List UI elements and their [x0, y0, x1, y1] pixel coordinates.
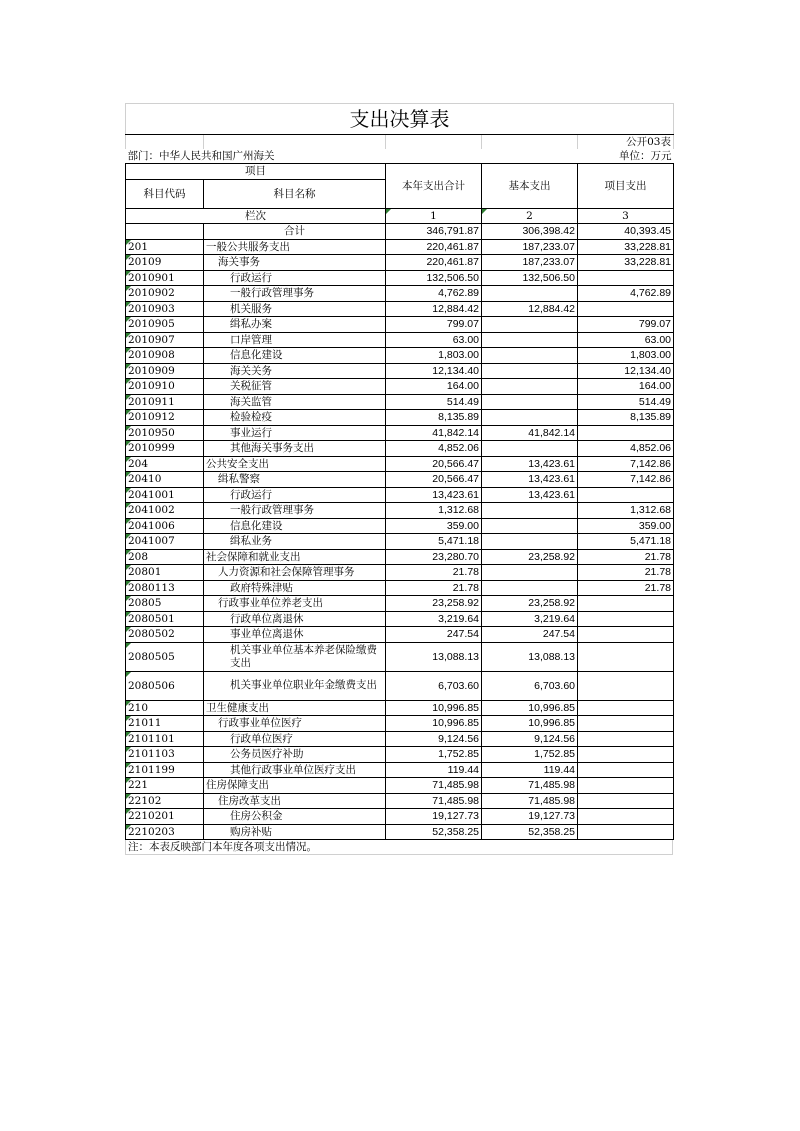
row-name: 住房公积金 [204, 809, 386, 825]
row-name: 信息化建设 [204, 518, 386, 534]
expenditure-sheet [125, 103, 673, 855]
row-total: 4,852.06 [386, 441, 482, 457]
row-project: 21.78 [578, 565, 674, 581]
table-row [126, 549, 674, 565]
table-row [126, 224, 674, 240]
row-basic: 52,358.25 [482, 824, 578, 840]
row-project [578, 824, 674, 840]
page-title: 支出决算表 [126, 104, 674, 135]
row-total: 6,703.60 [386, 671, 482, 700]
row-total: 5,471.18 [386, 534, 482, 550]
row-project [578, 793, 674, 809]
row-name: 行政单位医疗 [204, 731, 386, 747]
row-project: 5,471.18 [578, 534, 674, 550]
row-project [578, 596, 674, 612]
table-row [126, 596, 674, 612]
row-basic [482, 348, 578, 364]
table-row [126, 255, 674, 271]
row-name: 人力资源和社会保障管理事务 [204, 565, 386, 581]
row-code: 22102 [126, 793, 204, 809]
row-code: 2101199 [126, 762, 204, 778]
table-row [126, 332, 674, 348]
row-basic [482, 332, 578, 348]
table-row [126, 410, 674, 426]
row-code: 2010907 [126, 332, 204, 348]
row-project: 1,803.00 [578, 348, 674, 364]
row-basic: 6,703.60 [482, 671, 578, 700]
row-name: 住房保障支出 [204, 778, 386, 794]
table-row [126, 627, 674, 643]
row-code: 2010909 [126, 363, 204, 379]
header-total: 本年支出合计 [386, 164, 482, 209]
table-row [126, 778, 674, 794]
row-basic [482, 410, 578, 426]
row-project [578, 425, 674, 441]
row-project [578, 270, 674, 286]
row-total: 23,280.70 [386, 549, 482, 565]
table-row [126, 301, 674, 317]
row-code: 2010903 [126, 301, 204, 317]
row-total: 13,088.13 [386, 642, 482, 671]
row-total: 21.78 [386, 580, 482, 596]
table-row [126, 671, 674, 700]
row-basic [482, 394, 578, 410]
row-name: 行政事业单位医疗 [204, 716, 386, 732]
row-project [578, 487, 674, 503]
row-basic: 71,485.98 [482, 793, 578, 809]
blank-cell [482, 135, 578, 150]
table-row [126, 425, 674, 441]
row-total: 346,791.87 [386, 224, 482, 240]
table-row [126, 642, 674, 671]
row-total: 23,258.92 [386, 596, 482, 612]
row-project [578, 700, 674, 716]
row-project [578, 611, 674, 627]
row-total: 1,752.85 [386, 747, 482, 763]
row-total: 21.78 [386, 565, 482, 581]
table-row [126, 270, 674, 286]
blank-cell [386, 149, 482, 164]
row-total: 164.00 [386, 379, 482, 395]
row-name: 公务员医疗补助 [204, 747, 386, 763]
row-code: 2210203 [126, 824, 204, 840]
row-total: 71,485.98 [386, 778, 482, 794]
row-basic [482, 317, 578, 333]
row-name: 机关服务 [204, 301, 386, 317]
table-row [126, 348, 674, 364]
table-row [126, 809, 674, 825]
row-basic: 1,752.85 [482, 747, 578, 763]
row-code: 20805 [126, 596, 204, 612]
row-basic: 13,423.61 [482, 456, 578, 472]
row-project: 21.78 [578, 549, 674, 565]
row-code: 2010950 [126, 425, 204, 441]
table-row [126, 747, 674, 763]
row-basic: 119.44 [482, 762, 578, 778]
column-label: 栏次 [126, 208, 386, 224]
row-total: 20,566.47 [386, 472, 482, 488]
row-basic [482, 441, 578, 457]
row-code: 2010910 [126, 379, 204, 395]
row-name: 其他海关事务支出 [204, 441, 386, 457]
row-project: 33,228.81 [578, 239, 674, 255]
row-project: 1,312.68 [578, 503, 674, 519]
row-project [578, 716, 674, 732]
row-code: 2101101 [126, 731, 204, 747]
row-project: 4,762.89 [578, 286, 674, 302]
row-basic: 13,423.61 [482, 472, 578, 488]
row-total: 799.07 [386, 317, 482, 333]
row-project [578, 809, 674, 825]
row-basic: 41,842.14 [482, 425, 578, 441]
row-name: 行政运行 [204, 270, 386, 286]
row-name: 缉私办案 [204, 317, 386, 333]
row-total: 247.54 [386, 627, 482, 643]
row-name: 社会保障和就业支出 [204, 549, 386, 565]
table-row [126, 394, 674, 410]
row-basic [482, 565, 578, 581]
row-code: 201 [126, 239, 204, 255]
row-basic: 13,423.61 [482, 487, 578, 503]
row-name: 缉私警察 [204, 472, 386, 488]
row-basic: 187,233.07 [482, 239, 578, 255]
table-row [126, 472, 674, 488]
row-total: 514.49 [386, 394, 482, 410]
row-name: 住房改革支出 [204, 793, 386, 809]
row-basic: 306,398.42 [482, 224, 578, 240]
row-name: 一般行政管理事务 [204, 286, 386, 302]
blank-cell [482, 149, 578, 164]
row-name: 机关事业单位职业年金缴费支出 [204, 671, 386, 700]
row-name: 事业单位离退休 [204, 627, 386, 643]
row-name: 信息化建设 [204, 348, 386, 364]
row-project: 21.78 [578, 580, 674, 596]
row-project: 40,393.45 [578, 224, 674, 240]
row-project: 4,852.06 [578, 441, 674, 457]
row-code: 20109 [126, 255, 204, 271]
row-name: 机关事业单位基本养老保险缴费支出 [204, 642, 386, 671]
row-total: 132,506.50 [386, 270, 482, 286]
blank-cell [386, 135, 482, 150]
row-project: 8,135.89 [578, 410, 674, 426]
row-basic [482, 503, 578, 519]
row-code: 20410 [126, 472, 204, 488]
table-row [126, 565, 674, 581]
blank-cell [204, 135, 386, 150]
table-row [126, 239, 674, 255]
row-code: 2041001 [126, 487, 204, 503]
table-row [126, 534, 674, 550]
table-row [126, 363, 674, 379]
row-name: 一般公共服务支出 [204, 239, 386, 255]
table-note: 注：本表反映部门本年度各项支出情况。 [125, 840, 673, 855]
row-code: 2101103 [126, 747, 204, 763]
row-total: 63.00 [386, 332, 482, 348]
row-code: 2010908 [126, 348, 204, 364]
row-basic: 12,884.42 [482, 301, 578, 317]
row-name: 合计 [204, 224, 386, 240]
table-row [126, 286, 674, 302]
table-row [126, 762, 674, 778]
row-project: 33,228.81 [578, 255, 674, 271]
column-number-1: 1 [386, 208, 482, 224]
column-number-2: 2 [482, 208, 578, 224]
row-name: 一般行政管理事务 [204, 503, 386, 519]
row-code: 2010901 [126, 270, 204, 286]
row-code: 2010912 [126, 410, 204, 426]
row-basic [482, 363, 578, 379]
row-project: 164.00 [578, 379, 674, 395]
row-total: 3,219.64 [386, 611, 482, 627]
row-name: 其他行政事业单位医疗支出 [204, 762, 386, 778]
row-project [578, 778, 674, 794]
blank-cell [126, 135, 204, 150]
row-basic: 13,088.13 [482, 642, 578, 671]
row-basic: 71,485.98 [482, 778, 578, 794]
row-project: 63.00 [578, 332, 674, 348]
row-code: 2080502 [126, 627, 204, 643]
row-total: 10,996.85 [386, 700, 482, 716]
row-name: 行政单位离退休 [204, 611, 386, 627]
row-basic: 3,219.64 [482, 611, 578, 627]
table-row [126, 379, 674, 395]
row-project: 7,142.86 [578, 456, 674, 472]
header-basic: 基本支出 [482, 164, 578, 209]
row-code: 208 [126, 549, 204, 565]
row-total: 1,803.00 [386, 348, 482, 364]
row-name: 关税征管 [204, 379, 386, 395]
row-project: 514.49 [578, 394, 674, 410]
row-project: 12,134.40 [578, 363, 674, 379]
row-project [578, 731, 674, 747]
row-total: 220,461.87 [386, 255, 482, 271]
row-name: 缉私业务 [204, 534, 386, 550]
row-name: 政府特殊津贴 [204, 580, 386, 596]
row-total: 41,842.14 [386, 425, 482, 441]
row-project [578, 627, 674, 643]
row-code: 221 [126, 778, 204, 794]
row-total: 20,566.47 [386, 456, 482, 472]
row-total: 359.00 [386, 518, 482, 534]
header-name: 科目名称 [204, 179, 386, 208]
row-basic: 23,258.92 [482, 596, 578, 612]
row-name: 行政运行 [204, 487, 386, 503]
row-code: 20801 [126, 565, 204, 581]
table-row [126, 456, 674, 472]
row-name: 检验检疫 [204, 410, 386, 426]
row-basic [482, 580, 578, 596]
row-basic: 10,996.85 [482, 700, 578, 716]
table-row [126, 518, 674, 534]
row-total: 12,134.40 [386, 363, 482, 379]
row-total: 13,423.61 [386, 487, 482, 503]
row-total: 119.44 [386, 762, 482, 778]
row-name: 口岸管理 [204, 332, 386, 348]
table-row [126, 487, 674, 503]
row-name: 海关关务 [204, 363, 386, 379]
row-code: 2010999 [126, 441, 204, 457]
table-row [126, 731, 674, 747]
row-code: 2041007 [126, 534, 204, 550]
row-name: 购房补贴 [204, 824, 386, 840]
row-project: 359.00 [578, 518, 674, 534]
row-name: 公共安全支出 [204, 456, 386, 472]
row-basic: 132,506.50 [482, 270, 578, 286]
department-label: 部门：中华人民共和国广州海关 [126, 149, 386, 164]
table-row [126, 824, 674, 840]
row-total: 220,461.87 [386, 239, 482, 255]
row-basic [482, 518, 578, 534]
row-basic [482, 286, 578, 302]
row-name: 卫生健康支出 [204, 700, 386, 716]
table-row [126, 317, 674, 333]
row-code: 2041006 [126, 518, 204, 534]
row-code: 2210201 [126, 809, 204, 825]
column-number-3: 3 [578, 208, 674, 224]
row-basic: 10,996.85 [482, 716, 578, 732]
table-row [126, 700, 674, 716]
row-project: 799.07 [578, 317, 674, 333]
row-basic [482, 534, 578, 550]
row-total: 12,884.42 [386, 301, 482, 317]
row-total: 9,124.56 [386, 731, 482, 747]
row-total: 52,358.25 [386, 824, 482, 840]
row-basic: 23,258.92 [482, 549, 578, 565]
row-code [126, 224, 204, 240]
row-basic: 187,233.07 [482, 255, 578, 271]
row-name: 海关事务 [204, 255, 386, 271]
header-item: 项目 [126, 164, 386, 180]
row-code: 210 [126, 700, 204, 716]
row-total: 19,127.73 [386, 809, 482, 825]
row-basic: 9,124.56 [482, 731, 578, 747]
table-row [126, 716, 674, 732]
row-code: 2080505 [126, 642, 204, 671]
expenditure-table [125, 103, 674, 840]
row-total: 8,135.89 [386, 410, 482, 426]
header-code: 科目代码 [126, 179, 204, 208]
row-project [578, 762, 674, 778]
row-basic: 247.54 [482, 627, 578, 643]
row-code: 2010902 [126, 286, 204, 302]
row-project [578, 301, 674, 317]
row-project [578, 747, 674, 763]
row-total: 10,996.85 [386, 716, 482, 732]
row-code: 2080501 [126, 611, 204, 627]
row-basic: 19,127.73 [482, 809, 578, 825]
row-code: 2080113 [126, 580, 204, 596]
row-basic [482, 379, 578, 395]
form-number: 公开03表 [578, 135, 674, 150]
row-code: 2010911 [126, 394, 204, 410]
row-name: 事业运行 [204, 425, 386, 441]
table-row [126, 441, 674, 457]
row-total: 1,312.68 [386, 503, 482, 519]
table-row [126, 503, 674, 519]
row-code: 2080506 [126, 671, 204, 700]
row-total: 71,485.98 [386, 793, 482, 809]
table-row [126, 611, 674, 627]
row-code: 2010905 [126, 317, 204, 333]
row-project [578, 671, 674, 700]
row-project [578, 642, 674, 671]
row-name: 海关监管 [204, 394, 386, 410]
header-project: 项目支出 [578, 164, 674, 209]
row-name: 行政事业单位养老支出 [204, 596, 386, 612]
table-row [126, 580, 674, 596]
table-row [126, 793, 674, 809]
row-total: 4,762.89 [386, 286, 482, 302]
row-code: 21011 [126, 716, 204, 732]
unit-label: 单位：万元 [578, 149, 674, 164]
row-code: 204 [126, 456, 204, 472]
row-code: 2041002 [126, 503, 204, 519]
row-project: 7,142.86 [578, 472, 674, 488]
